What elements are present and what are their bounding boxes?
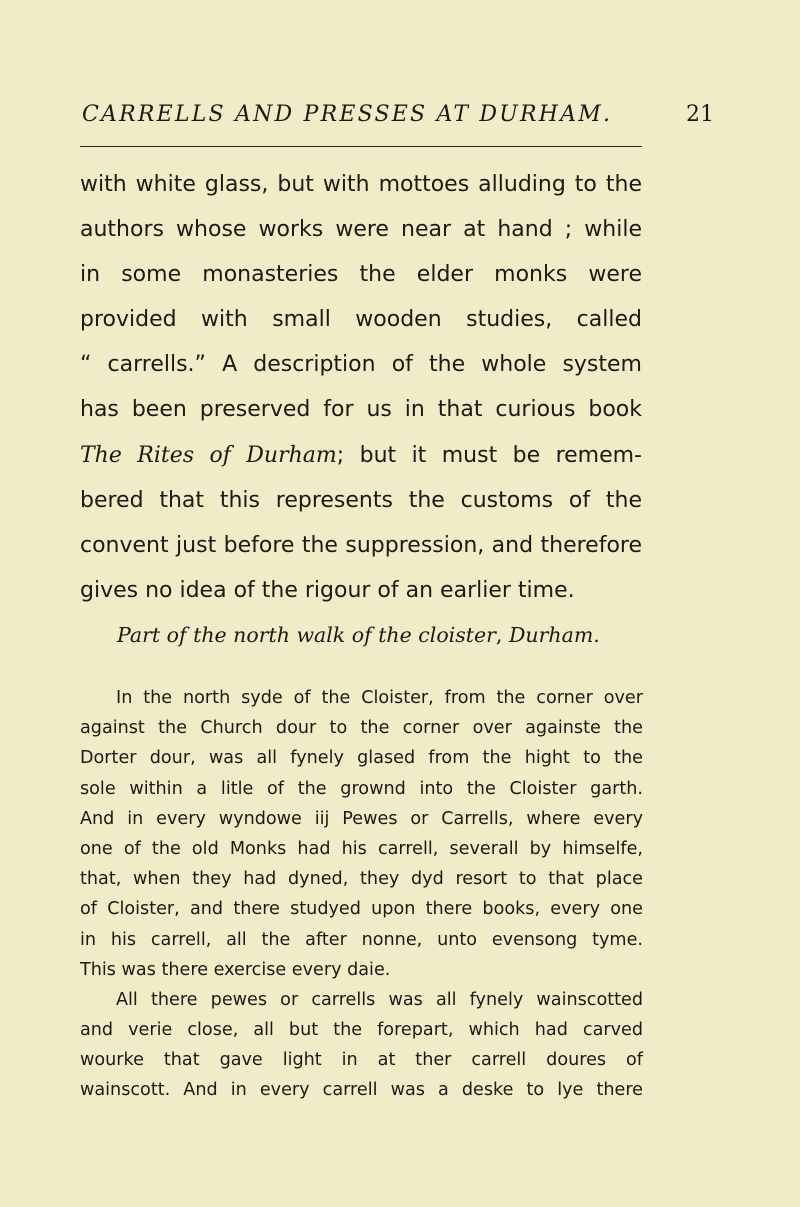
quote-line: In the north syde of the Cloister, from the corner over: [116, 688, 643, 708]
quote-line: of Cloister, and there studyed upon there books, every one: [80, 899, 643, 920]
body-line: gives no idea of the rigour of an earlier time.: [80, 577, 575, 603]
quote-line: wainscott. And in every carrell was a deske to lye there: [80, 1080, 643, 1101]
quote-line: sole within a litle of the grownd into the Cloister garth.: [80, 778, 643, 799]
running-head-title: CARRELLS AND PRESSES AT DURHAM.: [82, 102, 613, 127]
quoted-extract: [80, 683, 643, 1106]
body-paragraph: [80, 162, 642, 613]
section-caption: [117, 620, 677, 650]
quote-line: in his carrell, all the after nonne, unto evensong tyme.: [80, 929, 643, 950]
body-line-with-title: [80, 433, 642, 478]
header-rule: [80, 146, 642, 147]
book-title: The Rites of Durham: [80, 442, 337, 468]
quote-line: against the Church dour to the corner over againste the: [80, 718, 643, 739]
body-line-rest: ; but it must be remem-: [336, 442, 642, 468]
quote-line: Dorter dour, was all fynely glased from the hight to the: [80, 748, 643, 769]
caption-place: Durham.: [508, 623, 600, 647]
quote-line: and verie close, all but the forepart, which had carved: [80, 1020, 643, 1041]
quote-line: that, when they had dyned, they dyd resort to that place: [80, 869, 643, 890]
running-head: [82, 95, 714, 135]
page-number: 21: [686, 102, 714, 127]
quote-line: wourke that gave light in at ther carrell doures of: [80, 1050, 643, 1071]
body-line: with white glass, but with mottoes alluding to the: [80, 172, 642, 197]
body-line: provided with small wooden studies, called: [80, 307, 642, 333]
caption-separator: ,: [495, 623, 509, 647]
body-line: convent just before the suppression, and therefore: [80, 532, 642, 558]
quote-line: one of the old Monks had his carrell, severall by himselfe,: [80, 838, 643, 859]
body-line: “ carrells.” A description of the whole system: [80, 352, 642, 378]
body-line: has been preserved for us in that curious book: [80, 397, 642, 423]
body-line: authors whose works were near at hand ; while: [80, 217, 642, 243]
body-line: bered that this represents the customs of the: [80, 487, 642, 513]
quote-line: This was there exercise every daie.: [80, 959, 391, 980]
caption-part: Part of the north walk of the cloister: [117, 623, 496, 647]
body-line: in some monasteries the elder monks were: [80, 262, 642, 288]
quote-line: All there pewes or carrells was all fynely wainscotted: [116, 989, 643, 1010]
quote-line: And in every wyndowe iij Pewes or Carrells, where every: [80, 808, 643, 829]
